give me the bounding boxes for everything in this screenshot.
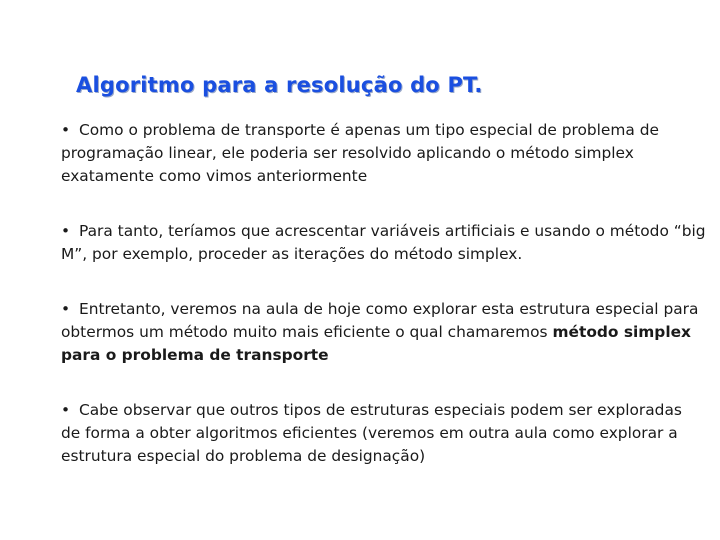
bullet-item-2 bbox=[61, 220, 706, 266]
bullet-item-3 bbox=[61, 298, 706, 367]
slide-title: Algoritmo para a resolução do PT. bbox=[76, 73, 483, 97]
bullet-marker: • bbox=[61, 121, 71, 139]
bullet-list bbox=[61, 119, 706, 500]
bullet-item-4 bbox=[61, 399, 706, 468]
bullet-item-1 bbox=[61, 119, 706, 188]
bullet-text: Para tanto, teríamos que acrescentar variáveis artificiais e usando o método “big M”, por exemplo, proceder as iterações do método simplex. bbox=[61, 222, 706, 263]
bullet-text: Cabe observar que outros tipos de estruturas especiais podem ser exploradas de forma a obter algoritmos eficientes (veremos em outra aula como explorar a estrutura especial do problema de designação) bbox=[61, 401, 682, 465]
bullet-bold-text: método simplex para o problema de transporte bbox=[61, 323, 691, 364]
bullet-text: Entretanto, veremos na aula de hoje como explorar esta estrutura especial para obtermos um método muito mais eficiente o qual chamaremos bbox=[61, 300, 699, 341]
bullet-marker: • bbox=[61, 222, 71, 240]
bullet-marker: • bbox=[61, 401, 71, 419]
bullet-text: Como o problema de transporte é apenas um tipo especial de problema de programação linear, ele poderia ser resolvido aplicando o método simplex exatamente como vimos anteriormente bbox=[61, 121, 659, 185]
bullet-marker: • bbox=[61, 300, 71, 318]
